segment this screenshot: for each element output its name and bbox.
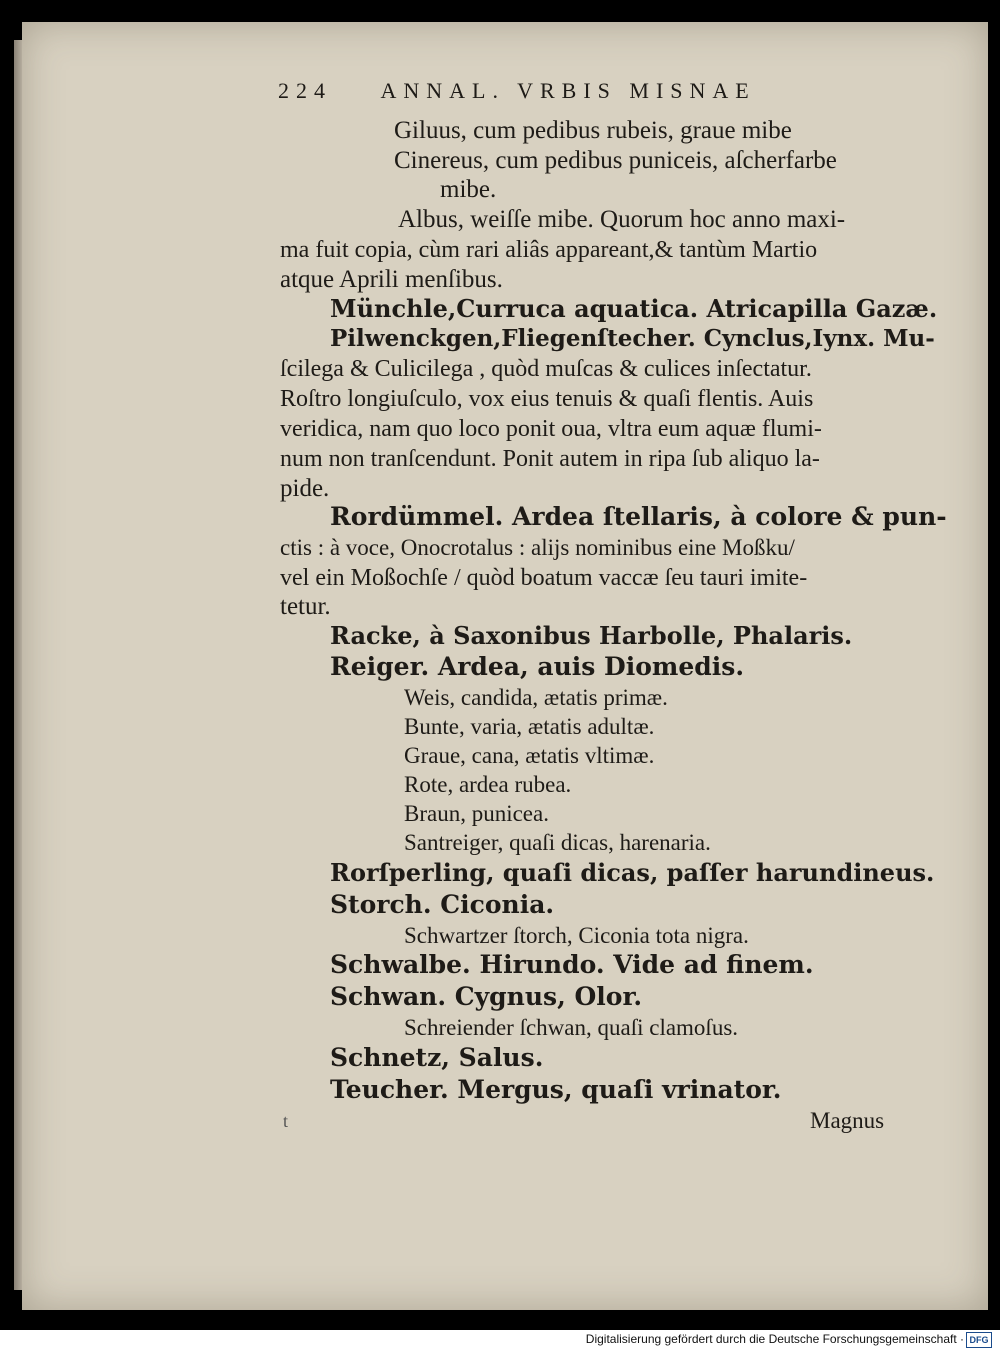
sub-entry-line: Santreiger, quaſi dicas, harenaria.	[404, 830, 711, 855]
text-line: num non tranſcendunt. Ponit autem in ripa ſub aliquo la-	[280, 446, 820, 472]
entry-heading-line: Teucher. Mergus, quaſi vrinator.	[330, 1075, 782, 1104]
text-line: Cinereus, cum pedibus puniceis, aſcherfarbe	[394, 147, 837, 174]
entry-heading-line: Reiger. Ardea, auis Diomedis.	[330, 652, 745, 681]
entry-heading-line: Rordümmel. Ardea ſtellaris, à colore & pun-	[330, 502, 947, 531]
text-line: ctis : à voce, Onocrotalus : alijs nominibus eine Moßku/	[280, 535, 795, 560]
catchword: Magnus	[810, 1108, 885, 1133]
text-line: Albus, weiſſe mibe. Quorum hoc anno maxi-	[398, 206, 846, 233]
dfg-logo-icon[interactable]: DFG	[966, 1332, 992, 1348]
entry-heading-line: Schwan. Cygnus, Olor.	[330, 982, 643, 1011]
text-line: mibe.	[440, 176, 497, 203]
entry-heading-line: Schnetz, Salus.	[330, 1043, 544, 1072]
entry-heading-line: Pilwenckgen,Fliegenſtecher. Cynclus,Iynx. Mu-	[330, 325, 935, 352]
sub-entry-line: Weis, candida, ætatis primæ.	[404, 685, 668, 710]
sub-entry-line: Bunte, varia, ætatis adultæ.	[404, 714, 655, 739]
text-line: Giluus, cum pedibus rubeis, graue mibe	[394, 117, 792, 144]
text-line: atque Aprili menſibus.	[280, 266, 503, 293]
text-line: vel ein Moßochſe / quòd boatum vaccæ ſeu tauri imite-	[280, 565, 808, 591]
text-line: veridica, nam quo loco ponit oua, vltra eum aquæ flumi-	[280, 416, 822, 442]
running-title: ANNAL. VRBIS MISNAE	[380, 78, 756, 103]
running-header	[278, 78, 756, 104]
entry-heading-line: Rorſperling, quaſi dicas, paſſer harundineus.	[330, 858, 935, 887]
text-line: ſcilega & Culicilega , quòd muſcas & culices inſectatur.	[280, 356, 812, 382]
sub-entry-line: Rote, ardea rubea.	[404, 772, 572, 797]
entry-heading-line: Racke, à Saxonibus Harbolle, Phalaris.	[330, 621, 853, 650]
sub-entry-line: Schwartzer ſtorch, Ciconia tota nigra.	[404, 923, 749, 948]
text-line: pide.	[280, 475, 330, 502]
footer-bar	[0, 1330, 1000, 1351]
sub-entry-line: Schreiender ſchwan, quaſi clamoſus.	[404, 1015, 739, 1040]
text-line: tetur.	[280, 593, 331, 620]
entry-heading-line: Schwalbe. Hirundo. Vide ad finem.	[330, 950, 814, 979]
text-line: ma fuit copia, cùm rari aliâs appareant,& tantùm Martio	[280, 237, 818, 263]
footer-credit: Digitalisierung gefördert durch die Deutsche Forschungsgemeinschaft ·	[585, 1332, 964, 1346]
sub-entry-line: Graue, cana, ætatis vltimæ.	[404, 743, 655, 768]
entry-heading-line: Storch. Ciconia.	[330, 890, 555, 919]
sub-entry-line: Braun, punicea.	[404, 801, 549, 826]
entry-heading-line: Münchle,Curruca aquatica. Atricapilla Gazæ.	[330, 294, 938, 323]
text-line: Roſtro longiuſculo, vox eius tenuis & quaſi flentis. Auis	[280, 386, 814, 412]
margin-mark: t	[283, 1111, 289, 1131]
page-number: 224	[278, 78, 332, 103]
